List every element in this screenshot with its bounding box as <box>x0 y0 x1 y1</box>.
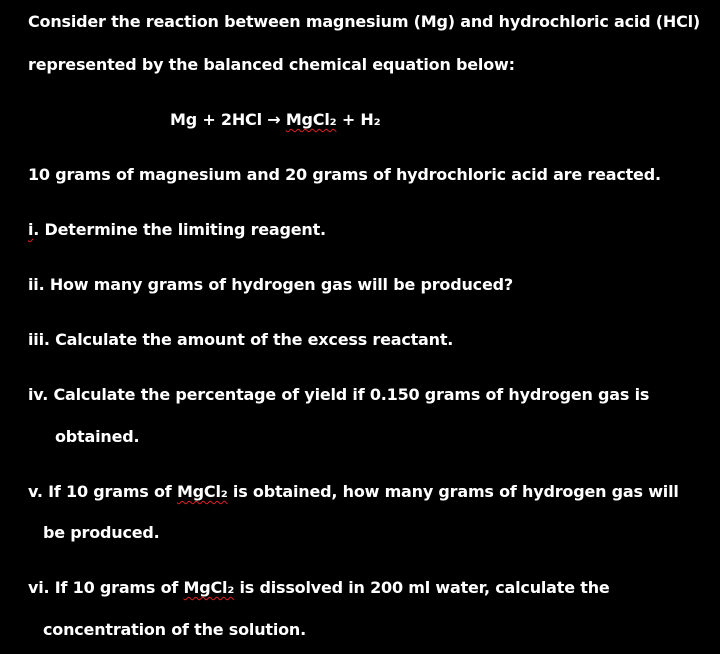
question-6-prefix: vi. If 10 grams of <box>28 578 184 597</box>
question-6-line-2: concentration of the solution. <box>43 620 306 639</box>
question-5-line-2: be produced. <box>43 523 160 542</box>
question-6-line-1 <box>28 578 610 598</box>
equation-product-mgcl2: MgCl₂ <box>285 110 337 129</box>
question-2: ii. How many grams of hydrogen gas will be produced? <box>28 275 513 294</box>
given-quantities: 10 grams of magnesium and 20 grams of hydrochloric acid are reacted. <box>28 165 661 184</box>
equation-reactants: Mg + 2HCl → <box>170 110 286 129</box>
equation-product-h2: + H₂ <box>336 110 381 129</box>
question-5-suffix: is obtained, how many grams of hydrogen gas will <box>227 482 679 501</box>
question-6-compound: MgCl₂ <box>183 578 235 597</box>
question-1 <box>28 220 326 240</box>
question-5-line-1 <box>28 482 679 502</box>
question-4-line-1: iv. Calculate the percentage of yield if 0.150 grams of hydrogen gas is <box>28 385 650 404</box>
question-6-suffix: is dissolved in 200 ml water, calculate the <box>234 578 610 597</box>
question-3: iii. Calculate the amount of the excess reactant. <box>28 330 454 349</box>
question-1-numeral: i <box>28 220 34 239</box>
question-5-prefix: v. If 10 grams of <box>28 482 177 501</box>
intro-line-2: represented by the balanced chemical equation below: <box>28 55 515 74</box>
intro-line-1: Consider the reaction between magnesium (Mg) and hydrochloric acid (HCl) <box>28 12 701 31</box>
question-5-compound: MgCl₂ <box>176 482 228 501</box>
question-4-line-2: obtained. <box>55 427 140 446</box>
question-1-text: . Determine the limiting reagent. <box>33 220 326 239</box>
chemical-equation <box>170 110 380 130</box>
